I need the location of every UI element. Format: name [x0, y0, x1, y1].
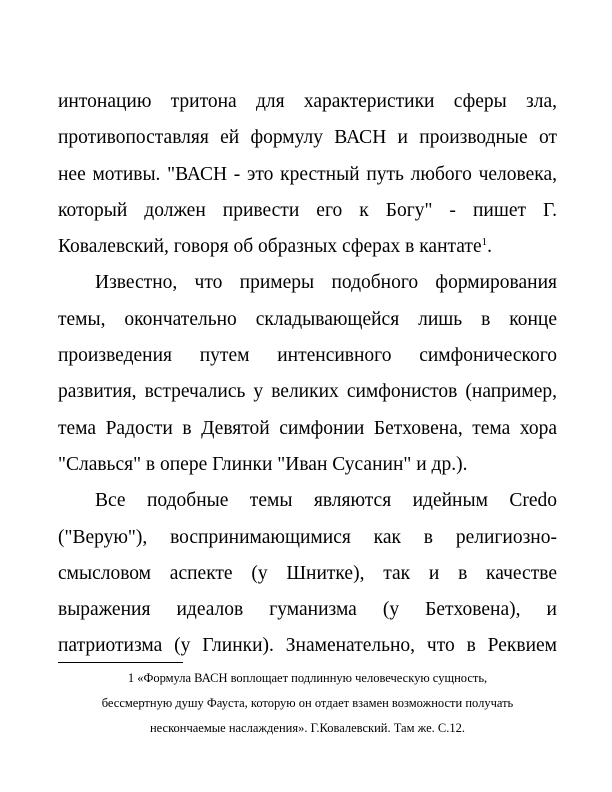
text-line-with-footnote: [58, 229, 557, 265]
main-text: [58, 84, 557, 665]
text-line: "Славься" в опере Глинки "Иван Сусанин" и др.).: [58, 453, 468, 475]
text-line: смысловом аспекте (у Шнитке), так и в качестве: [58, 562, 557, 584]
paragraph-start-line: Известно, что примеры подобного формирования: [95, 272, 557, 294]
text-line: выражения идеалов гуманизма (у Бетховена), и: [58, 599, 557, 621]
text-line: патриотизма (у Глинки). Знаменательно, что в Реквием: [58, 635, 557, 657]
footnote-line: нескончаемые наслаждения». Г.Ковалевский. Там же. С.12.: [149, 721, 465, 735]
text-line: Ковалевский, говоря об образных сферах в кантате: [58, 236, 482, 258]
footnote-line: 1 «Формула ВАСН воплощает подлинную человеческую сущность,: [127, 671, 488, 685]
text-line: который должен привести его к Богу" - пишет Г.: [58, 199, 557, 221]
footnote-separator: [58, 662, 183, 663]
text-line: темы, окончательно складывающейся лишь в конце: [58, 308, 557, 330]
footnote: [58, 666, 557, 741]
sentence-end: .: [487, 236, 492, 258]
paragraph-start-line: Все подобные темы являются идейным Credo: [95, 490, 557, 512]
text-line: противопоставляя ей формулу ВАСН и производные от: [58, 127, 557, 149]
text-line: нее мотивы. "ВАСН - это крестный путь любого человека,: [58, 163, 557, 185]
text-line: тема Радости в Девятой симфонии Бетховена, тема хора: [58, 417, 557, 439]
text-line: произведения путем интенсивного симфонического: [58, 345, 557, 367]
text-line: ("Верую"), воспринимающимися как в религиозно-: [58, 526, 557, 548]
text-line: развития, встречались у великих симфонистов (например,: [58, 381, 557, 403]
footnote-reference[interactable]: 1: [481, 236, 488, 249]
footnote-line: бессмертную душу Фауста, которую он отдает взамен возможности получать: [101, 696, 514, 710]
text-line: интонацию тритона для характеристики сферы зла,: [58, 91, 557, 112]
